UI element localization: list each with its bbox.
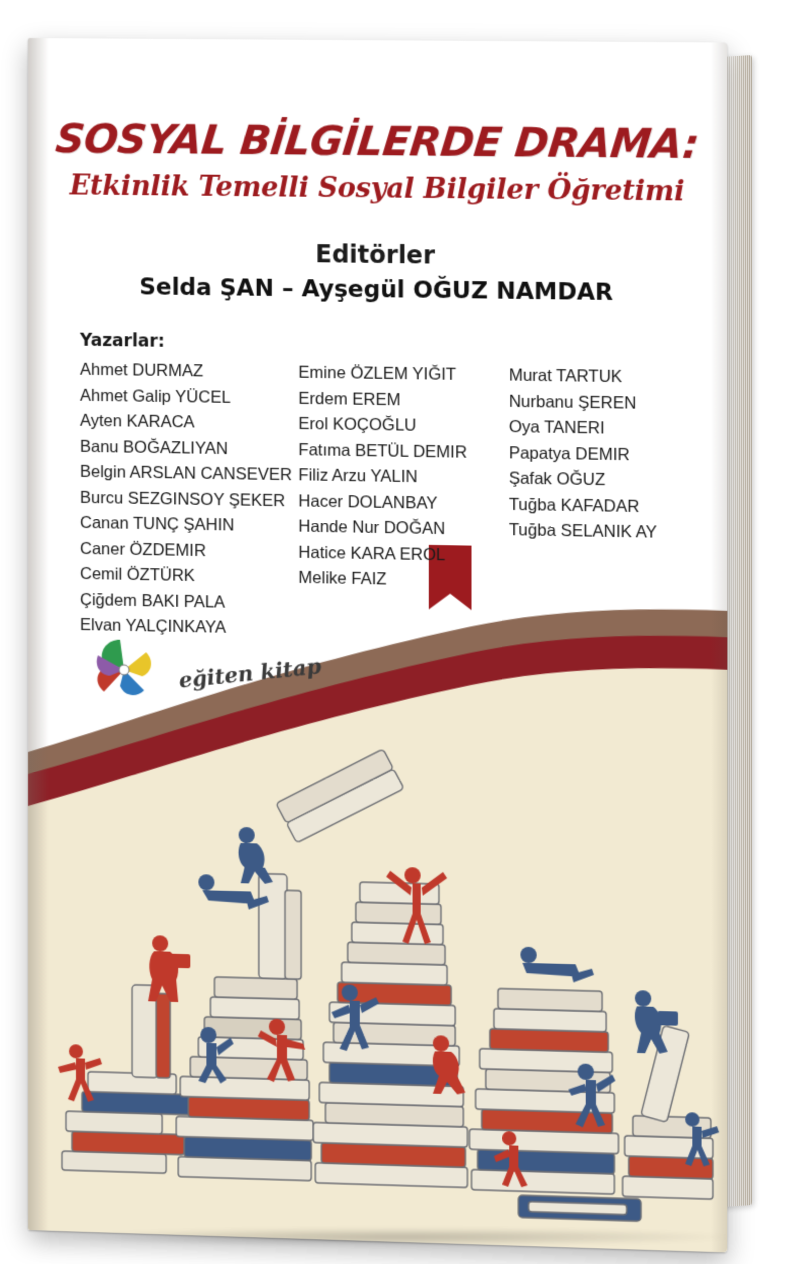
author-name: Tuğba KAFADAR [508, 495, 640, 516]
author-name: Erdem EREM [298, 389, 401, 409]
author-name: Banu BOĞAZLIYAN [79, 437, 228, 458]
authors-columns [80, 358, 699, 651]
book-subtitle: Etkinlik Temelli Sosyal Bilgiler Öğretimi [69, 170, 685, 208]
author-name: Caner ÖZDEMIR [79, 539, 207, 560]
author-name: Hacer DOLANBAY [298, 491, 438, 513]
authors-column-2 [284, 360, 486, 646]
publisher-logo [86, 631, 322, 712]
author-name: Melike FAIZ [298, 568, 387, 589]
author-name: Belgin ARSLAN CANSEVER [79, 462, 293, 485]
author-name: Ahmet Galip YÜCEL [79, 386, 231, 407]
authors-column-1 [79, 358, 293, 643]
author-name: Erol KOÇOĞLU [298, 414, 417, 435]
author-name: Ayten KARACA [79, 411, 195, 432]
author-name: Nurbanu ŞEREN [508, 392, 637, 413]
author-name: Murat TARTUK [508, 366, 623, 387]
author-name: Elvan YALÇINKAYA [79, 615, 227, 637]
cover-text-block [28, 38, 727, 307]
authors-column-3 [486, 363, 698, 650]
author-name: Şafak OĞUZ [508, 469, 606, 490]
author-name: Hande Nur DOĞAN [298, 517, 446, 539]
author-name: Çiğdem BAKI PALA [79, 590, 226, 612]
book-ground-shadow [70, 1228, 730, 1246]
author-name: Hatice KARA EROL [298, 543, 446, 564]
author-name: Tuğba SELANIK AY [508, 520, 658, 542]
publisher-name: eğiten kitap [177, 652, 323, 693]
authors-label: Yazarlar: [79, 330, 165, 352]
author-name: Papatya DEMIR [508, 443, 630, 464]
editors-label: Editörler [315, 240, 435, 270]
author-name: Cemil ÖZTÜRK [79, 564, 195, 586]
editors-names: Selda ŞAN – Ayşegül OĞUZ NAMDAR [139, 274, 614, 307]
author-name: Fatıma BETÜL DEMIR [298, 440, 467, 462]
author-name: Filiz Arzu YALIN [298, 466, 418, 487]
book-title: SOSYAL BİLGİLERDE DRAMA: [53, 116, 702, 169]
authors-section [80, 331, 699, 651]
book-front-cover [28, 38, 727, 1252]
pinwheel-icon [86, 631, 162, 709]
author-name: Burcu SEZGINSOY ŞEKER [79, 488, 286, 510]
author-name: Emine ÖZLEM YIĞIT [298, 363, 457, 384]
author-name: Ahmet DURMAZ [79, 360, 204, 381]
pinwheel-shape [86, 631, 162, 709]
author-name: Oya TANERI [508, 417, 605, 438]
author-name: Canan TUNÇ ŞAHIN [79, 513, 235, 535]
